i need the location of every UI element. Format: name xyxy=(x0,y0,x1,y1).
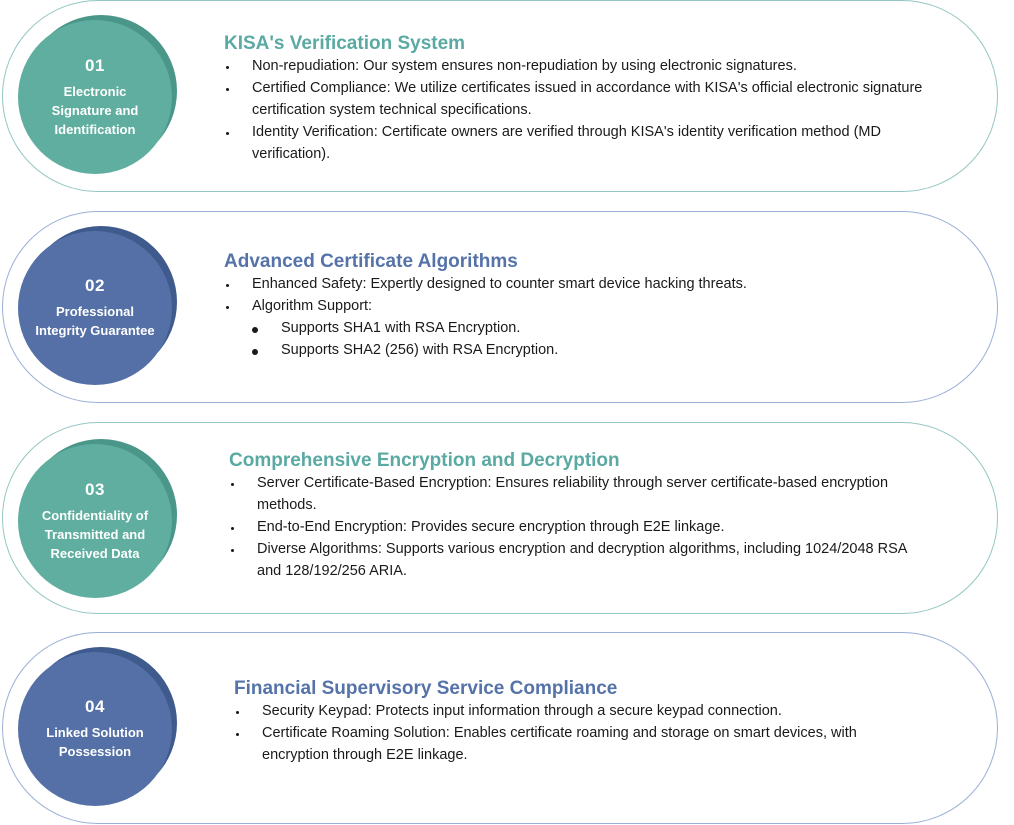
section-content-01 xyxy=(224,33,944,165)
section-content-02 xyxy=(224,251,944,361)
section-label: Linked Solution Possession xyxy=(46,725,144,759)
section-number: 01 xyxy=(85,55,105,75)
section-badge-04 xyxy=(18,652,172,806)
section-heading: Comprehensive Encryption and Decryption xyxy=(229,450,620,471)
list-item: Certificate Roaming Solution: Enables certificate roaming and storage on smart devices, with encryption through E2E linkage. xyxy=(234,722,914,766)
section-number: 03 xyxy=(85,479,105,499)
section-content-03 xyxy=(229,450,909,582)
section-heading: Advanced Certificate Algorithms xyxy=(224,251,518,272)
list-item: Algorithm Support: xyxy=(224,295,944,317)
list-item: Enhanced Safety: Expertly designed to counter smart device hacking threats. xyxy=(224,273,944,295)
bullet-list xyxy=(234,700,914,766)
list-item: Non-repudiation: Our system ensures non-repudiation by using electronic signatures. xyxy=(224,55,944,77)
bullet-list xyxy=(224,273,944,317)
section-number: 04 xyxy=(85,697,105,716)
bullet-list xyxy=(229,472,909,582)
list-item: Identity Verification: Certificate owners are verified through KISA's identity verification method (MD verification). xyxy=(224,121,944,165)
section-label: Confidentiality of Transmitted and Received Data xyxy=(41,507,149,561)
list-item: Supports SHA1 with RSA Encryption. xyxy=(224,317,944,339)
section-badge-01 xyxy=(18,20,172,174)
sub-bullet-list xyxy=(224,317,944,361)
section-heading: Financial Supervisory Service Compliance xyxy=(234,678,618,699)
list-item: Security Keypad: Protects input information through a secure keypad connection. xyxy=(234,700,914,722)
section-heading: KISA's Verification System xyxy=(224,33,466,54)
section-number: 02 xyxy=(85,276,105,295)
list-item: Server Certificate-Based Encryption: Ensures reliability through server certificate-based encryption methods. xyxy=(229,472,909,516)
section-badge-02 xyxy=(18,231,172,385)
section-badge-03 xyxy=(18,444,172,598)
list-item: End-to-End Encryption: Provides secure encryption through E2E linkage. xyxy=(229,516,909,538)
bullet-list xyxy=(224,55,944,165)
section-label: Professional Integrity Guarantee xyxy=(35,304,155,338)
list-item: Certified Compliance: We utilize certificates issued in accordance with KISA's official electronic signature certification system technical specifications. xyxy=(224,77,944,121)
list-item: Diverse Algorithms: Supports various encryption and decryption algorithms, including 1024/2048 RSA and 128/192/256 ARIA. xyxy=(229,538,909,582)
list-item: Supports SHA2 (256) with RSA Encryption. xyxy=(224,339,944,361)
section-content-04 xyxy=(234,678,914,766)
section-label: Electronic Signature and Identification xyxy=(51,83,139,137)
